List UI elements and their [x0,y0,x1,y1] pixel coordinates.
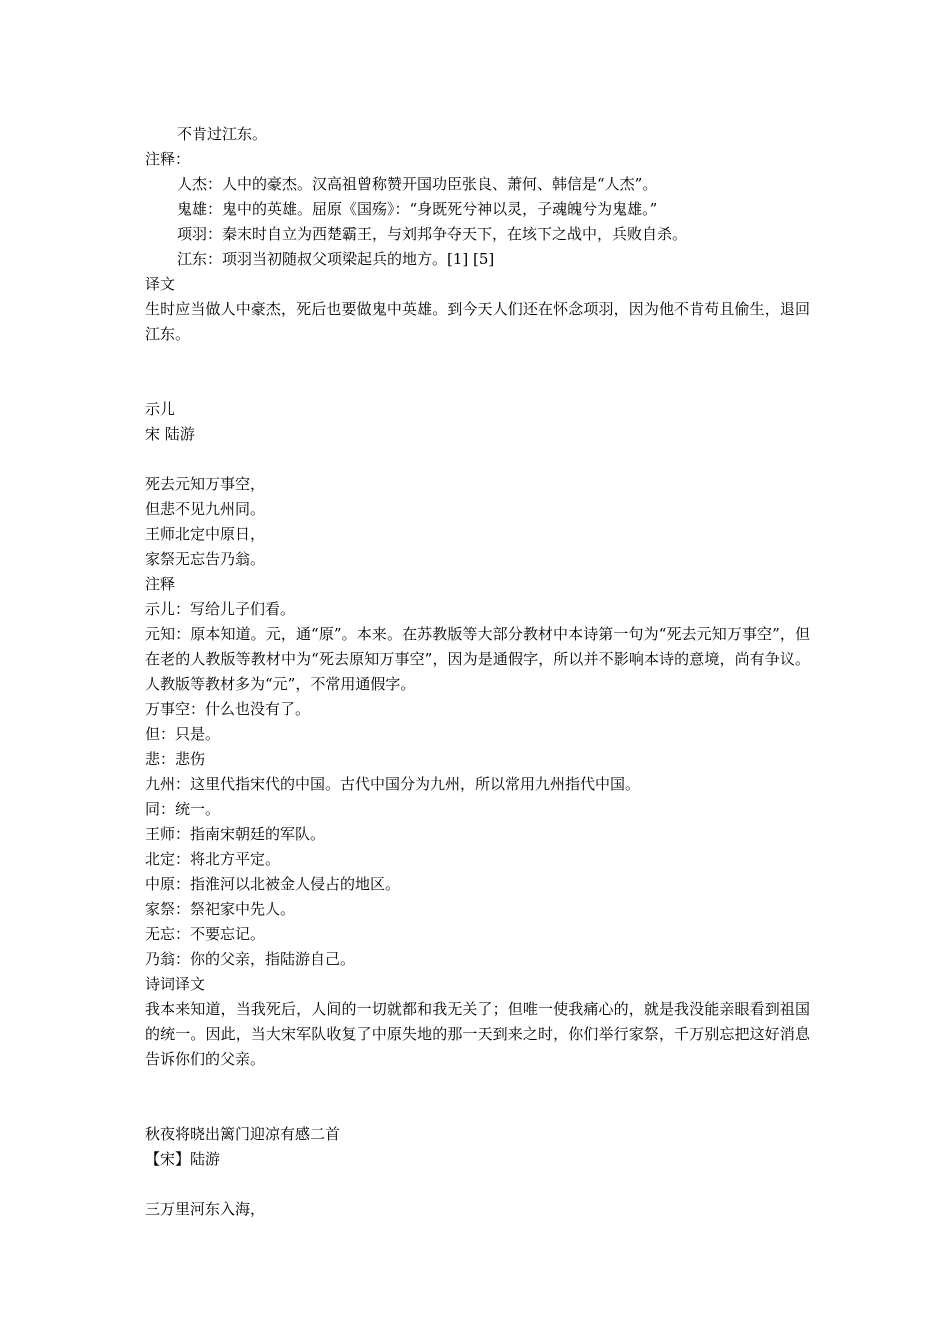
note-item: 乃翁：你的父亲，指陆游自己。 [145,950,356,968]
note-item: 王师：指南宋朝廷的军队。 [145,825,326,843]
note-item: 九州：这里代指宋代的中国。古代中国分为九州，所以常用九州指代中国。 [145,775,641,793]
poem-title: 示儿 [145,400,176,418]
poem-line: 死去元知万事空， [145,475,266,493]
note-item: 中原：指淮河以北被金人侵占的地区。 [145,875,401,893]
translation-heading: 译文 [145,275,176,293]
document-page [145,122,810,1222]
poem-title: 秋夜将晓出篱门迎凉有感二首 [145,1125,341,1143]
note-item: 人杰：人中的豪杰。汉高祖曾称赞开国功臣张良、萧何、韩信是“人杰”。 [177,175,658,193]
spacer [145,347,810,397]
poem-author: 【宋】陆游 [145,1150,221,1168]
note-item: 示儿：写给儿子们看。 [145,600,296,618]
note-item: 但：只是。 [145,725,221,743]
poem-line: 三万里河东入海， [145,1200,266,1218]
note-item: 家祭：祭祀家中先人。 [145,900,296,918]
poem-line: 但悲不见九州同。 [145,500,266,518]
note-item: 北定：将北方平定。 [145,850,281,868]
spacer [145,1072,810,1122]
notes-heading: 注释： [145,150,191,168]
spacer [145,447,810,472]
poem-line: 王师北定中原日， [145,525,266,543]
translation-text: 生时应当做人中豪杰，死后也要做鬼中英雄。到今天人们还在怀念项羽，因为他不肯苟且偷生，退回江东。 [145,300,810,343]
poem-author: 宋 陆游 [145,425,195,443]
note-item: 元知：原本知道。元，通“原”。本来。在苏教版等大部分教材中本诗第一句为“死去元知万事空”，但在老的人教版等教材中为“死去原知万事空”，因为是通假字，所以并不影响本诗的意境，尚有争议。人教版等教材多为“元”，不常用通假字。 [145,625,810,693]
note-item: 万事空：什么也没有了。 [145,700,311,718]
note-item: 项羽：秦末时自立为西楚霸王，与刘邦争夺天下，在垓下之战中，兵败自杀。 [177,225,688,243]
poem-line: 家祭无忘告乃翁。 [145,550,266,568]
note-item: 悲：悲伤 [145,750,206,768]
note-item: 鬼雄：鬼中的英雄。屈原《国殇》：“身既死兮神以灵，子魂魄兮为鬼雄。” [177,200,658,218]
note-item: 无忘：不要忘记。 [145,925,266,943]
spacer [145,1172,810,1197]
notes-heading: 注释 [145,575,176,593]
poem-line: 不肯过江东。 [177,125,268,143]
translation-text: 我本来知道，当我死后，人间的一切就都和我无关了；但唯一使我痛心的，就是我没能亲眼看到祖国的统一。因此，当大宋军队收复了中原失地的那一天到来之时，你们举行家祭，千万别忘把这好消息告诉你们的父亲。 [145,1000,810,1068]
note-item: 江东：项羽当初随叔父项梁起兵的地方。[1] [5] [177,250,495,268]
note-item: 同：统一。 [145,800,221,818]
translation-heading: 诗词译文 [145,975,206,993]
